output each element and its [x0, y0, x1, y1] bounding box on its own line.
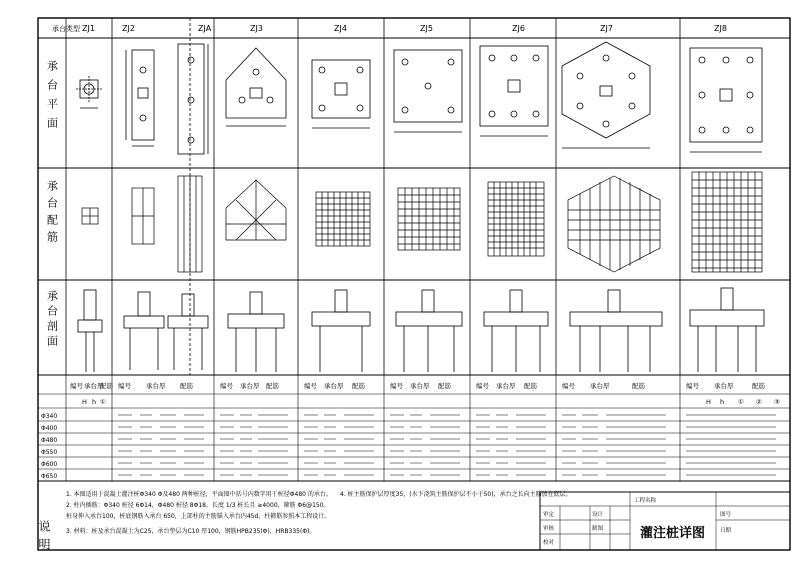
tb-review: 审核	[543, 526, 555, 532]
type-zj2: ZJ2	[122, 24, 135, 33]
th-rebar-5: 配筋	[438, 382, 451, 390]
tb-design: 设计	[592, 512, 604, 518]
type-zj5: ZJ5	[420, 24, 433, 33]
th-thick-6: 承台厚	[496, 382, 516, 390]
th-code-2: 编号	[118, 382, 131, 390]
type-zj4: ZJ4	[334, 24, 347, 33]
pile-dia-340: Φ340	[41, 413, 58, 420]
corner-label: 承台类型	[52, 25, 80, 33]
pile-dia-480: Φ480	[41, 437, 58, 444]
notes-label: 说明	[37, 520, 51, 556]
th-thick-8: 承台厚	[714, 382, 734, 390]
sub-r1-8: ①	[738, 398, 744, 406]
th-code-6: 编号	[476, 382, 489, 390]
th-rebar-4: 配筋	[352, 382, 365, 390]
th-thick-2: 承台厚	[146, 382, 166, 390]
th-code-7: 编号	[562, 382, 575, 390]
section-drawings	[78, 288, 764, 372]
note-2: 2. 柱内插筋：Φ340 桩径 6Φ14，Φ480 桩径 8Φ18，长度 1/3 桩长且 ≥4000，箍筋 Φ6@150。	[66, 502, 330, 509]
row-labels	[46, 60, 59, 350]
tb-drawing-no: 图号	[720, 512, 732, 518]
type-zj3: ZJ3	[250, 24, 263, 33]
sub-h-8: H	[706, 398, 711, 406]
th-code-4: 编号	[304, 382, 317, 390]
notes-block	[37, 490, 572, 556]
type-zj8: ZJ8	[714, 24, 727, 33]
pile-dia-550: Φ550	[41, 449, 58, 456]
th-rebar-1: 配筋	[100, 382, 113, 390]
note-2b: 桩身伸入承台100，桩底钢筋入承台 650，上部柱的主筋锚入承台内45d，柱箍筋参照本工程设计。	[66, 513, 331, 520]
tb-check: 校对	[543, 540, 555, 546]
sub-hh-8: h	[720, 398, 725, 406]
title-block	[540, 492, 790, 550]
sub-h: H	[82, 398, 87, 406]
tb-draw: 制图	[592, 526, 604, 532]
th-rebar-3: 配筋	[266, 382, 279, 390]
sub-r3-8: ③	[774, 398, 780, 406]
note-4: 4. 桩主筋保护层厚度35，(水下浇筑主筋保护层不小于50)，承台之长向主筋放在底层。	[340, 491, 572, 498]
sub-hh: h	[92, 398, 97, 406]
pile-dia-400: Φ400	[41, 425, 58, 432]
pile-dia-650: Φ650	[41, 473, 58, 480]
type-zj6: ZJ6	[512, 24, 525, 33]
rebar-table	[38, 375, 790, 481]
sub-r1: ①	[100, 398, 106, 406]
row-grid	[38, 168, 790, 375]
th-rebar-8: 配筋	[752, 382, 765, 390]
row-label-plan: 承台平面	[45, 60, 59, 136]
th-thick-3: 承台厚	[240, 382, 260, 390]
type-zj7: ZJ7	[600, 24, 613, 33]
rebar-drawings	[82, 172, 762, 272]
drawing-title: 灌注桩详图	[640, 526, 706, 541]
th-code-8: 编号	[686, 382, 699, 390]
type-zj1: ZJ1	[82, 24, 95, 33]
column-grid	[66, 18, 680, 375]
th-code-5: 编号	[390, 382, 403, 390]
header-row	[38, 24, 790, 38]
th-rebar-2: 配筋	[180, 382, 193, 390]
th-thick-7: 承台厚	[590, 382, 610, 390]
th-thick-4: 承台厚	[324, 382, 344, 390]
pile-dia-600: Φ600	[41, 461, 58, 468]
tb-approve: 审定	[543, 512, 555, 518]
type-zja: ZJA	[198, 24, 212, 33]
row-label-rebar: 承台配筋	[45, 180, 59, 248]
sheet-border	[38, 18, 790, 550]
th-code-3: 编号	[220, 382, 233, 390]
th-rebar-7: 配筋	[632, 382, 645, 390]
sub-r2-8: ②	[756, 398, 762, 406]
th-thick-5: 承台厚	[410, 382, 430, 390]
row-label-section: 承台剖面	[45, 290, 59, 350]
th-thick-1: 承台厚	[84, 382, 104, 390]
note-3: 3. 材料：桩及承台混凝土为C25，承台垫层为C10 厚100，钢筋HPB235(Φ)，HRB335(Φ)。	[66, 528, 316, 535]
tb-date: 日期	[720, 528, 732, 534]
plan-drawings	[76, 42, 762, 154]
th-code-1: 编号	[70, 382, 83, 390]
note-1: 1. 本图适用于混凝土灌注桩Φ340 Φ及480 两种桩径，平面图中括号内数字用于桩径Φ480 的承台。	[66, 491, 332, 498]
tb-project: 工程名称	[634, 498, 657, 504]
th-rebar-6: 配筋	[524, 382, 537, 390]
